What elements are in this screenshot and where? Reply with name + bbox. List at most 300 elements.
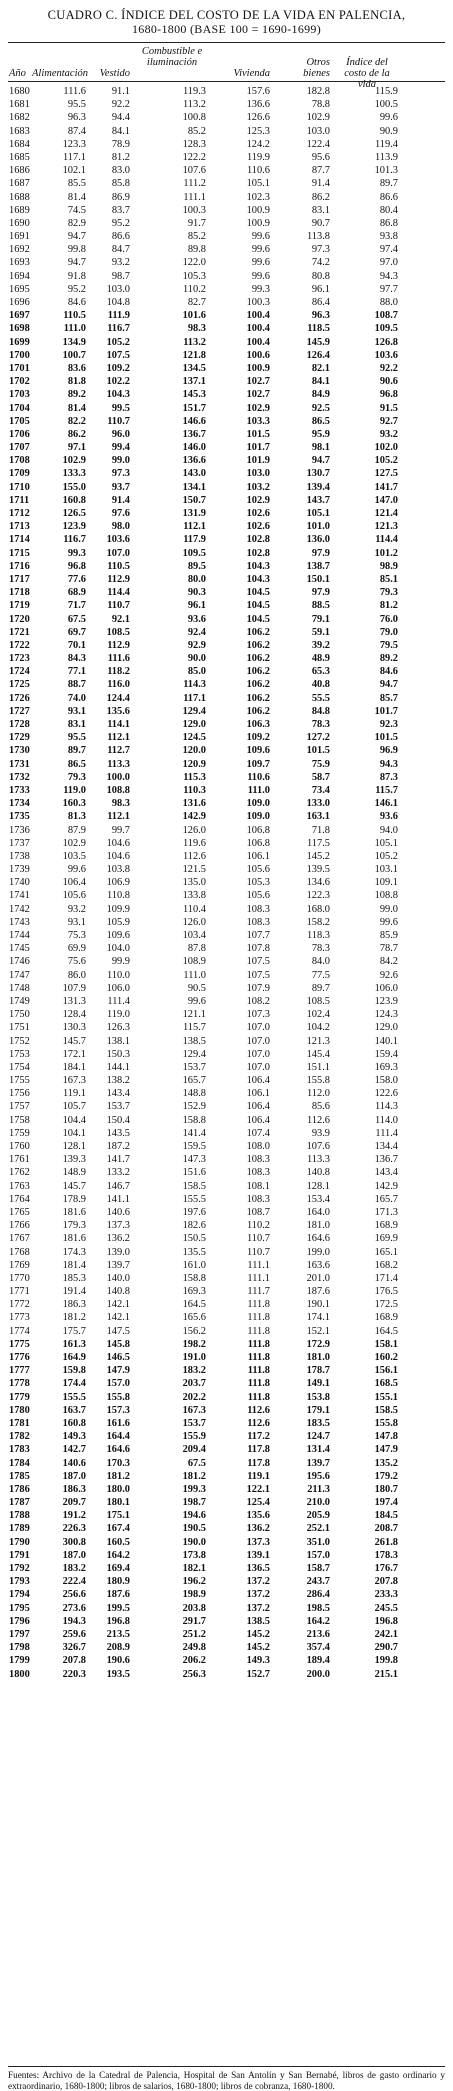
cell-anio: 1703 <box>9 389 30 401</box>
cell-combustible: 90.3 <box>187 587 206 599</box>
cell-vestido: 181.2 <box>106 1470 130 1482</box>
cell-combustible: 137.1 <box>182 376 206 388</box>
cell-vestido: 92.2 <box>111 99 130 111</box>
cell-anio: 1786 <box>9 1483 30 1495</box>
cell-indice: 76.0 <box>379 613 398 625</box>
cell-combustible: 143.0 <box>182 468 206 480</box>
cell-indice: 176.7 <box>374 1563 398 1574</box>
cell-indice: 101.7 <box>374 705 398 717</box>
cell-indice: 176.5 <box>374 1286 398 1298</box>
table-row <box>0 428 453 441</box>
cell-vestido: 112.1 <box>107 811 130 823</box>
cell-alimentacion: 77.1 <box>67 666 86 678</box>
cell-combustible: 203.8 <box>182 1602 206 1614</box>
cell-vestido: 83.0 <box>111 165 130 177</box>
cell-combustible: 133.8 <box>182 890 206 902</box>
cell-combustible: 100.8 <box>182 112 206 124</box>
cell-indice: 158.5 <box>374 1404 398 1416</box>
table-row <box>0 1232 453 1245</box>
table-row <box>0 1338 453 1351</box>
header-anio: Año <box>9 68 26 79</box>
cell-anio: 1733 <box>9 784 30 796</box>
cell-vestido: 144.1 <box>106 1061 130 1073</box>
cell-otros: 80.8 <box>311 270 330 282</box>
cell-alimentacion: 155.0 <box>62 481 86 493</box>
table-row <box>0 863 453 876</box>
cell-alimentacion: 104.1 <box>62 1127 86 1139</box>
cell-otros: 75.9 <box>311 758 330 770</box>
cell-otros: 139.5 <box>306 864 330 876</box>
cell-alimentacion: 75.6 <box>67 956 86 968</box>
cell-anio: 1721 <box>9 626 30 638</box>
cell-otros: 86.4 <box>311 297 330 308</box>
cell-combustible: 158.5 <box>182 1180 206 1192</box>
cell-combustible: 120.0 <box>182 745 206 757</box>
cell-vestido: 141.7 <box>106 1154 130 1166</box>
table-row <box>0 1153 453 1166</box>
cell-vestido: 103.8 <box>106 864 130 876</box>
cell-indice: 168.5 <box>374 1378 398 1390</box>
cell-anio: 1731 <box>9 758 30 770</box>
cell-vivienda: 102.7 <box>246 376 270 388</box>
table-row <box>0 797 453 810</box>
cell-vivienda: 110.6 <box>247 771 270 783</box>
cell-vestido: 187.6 <box>106 1589 130 1601</box>
cell-indice: 97.7 <box>379 283 398 295</box>
cell-combustible: 136.6 <box>182 455 206 467</box>
cell-otros: 183.5 <box>306 1417 330 1429</box>
cell-combustible: 190.0 <box>182 1536 206 1548</box>
cell-vivienda: 110.2 <box>247 1220 270 1232</box>
cell-combustible: 110.3 <box>183 784 206 796</box>
cell-otros: 155.8 <box>306 1075 330 1087</box>
cell-indice: 113.9 <box>375 151 398 163</box>
table-row <box>0 969 453 982</box>
cell-vivienda: 105.3 <box>246 877 270 889</box>
table-row <box>0 138 453 151</box>
cell-otros: 130.7 <box>306 468 330 480</box>
cell-vestido: 114.4 <box>107 587 130 599</box>
table-row <box>0 1536 453 1549</box>
cell-vivienda: 109.0 <box>246 798 270 810</box>
cell-vivienda: 111.1 <box>247 1259 270 1271</box>
cell-anio: 1766 <box>9 1220 30 1232</box>
cell-otros: 101.0 <box>306 521 330 533</box>
cell-vivienda: 104.5 <box>246 613 270 625</box>
table-row <box>0 692 453 705</box>
cell-indice: 87.3 <box>379 771 398 783</box>
cell-alimentacion: 86.0 <box>67 969 86 981</box>
cell-indice: 81.2 <box>379 600 398 612</box>
cell-vivienda: 136.6 <box>246 99 270 111</box>
cell-otros: 55.5 <box>311 692 330 704</box>
cell-vestido: 108.5 <box>106 626 130 638</box>
table-row <box>0 1549 453 1562</box>
table-row <box>0 586 453 599</box>
cell-vestido: 208.9 <box>106 1642 130 1654</box>
cell-vivienda: 102.6 <box>246 508 270 519</box>
cell-anio: 1695 <box>9 283 30 295</box>
cell-vivienda: 100.9 <box>246 204 270 216</box>
cell-alimentacion: 93.1 <box>67 916 86 928</box>
cell-otros: 126.4 <box>306 349 330 361</box>
table-row <box>0 1021 453 1034</box>
cell-indice: 114.4 <box>375 534 398 546</box>
cell-vivienda: 111.8 <box>247 1299 270 1311</box>
cell-vivienda: 106.3 <box>246 719 270 730</box>
cell-anio: 1744 <box>9 930 30 941</box>
cell-otros: 211.3 <box>307 1483 330 1495</box>
cell-anio: 1767 <box>9 1233 30 1245</box>
cell-otros: 145.4 <box>306 1048 330 1060</box>
cell-vivienda: 106.2 <box>246 679 270 691</box>
cell-alimentacion: 95.5 <box>67 99 86 111</box>
cell-anio: 1694 <box>9 270 30 282</box>
cell-vestido: 104.3 <box>106 389 130 401</box>
cell-vestido: 187.2 <box>106 1141 130 1152</box>
cell-vivienda: 122.1 <box>246 1483 270 1495</box>
cell-combustible: 256.3 <box>182 1668 206 1680</box>
cell-vestido: 157.0 <box>106 1378 130 1390</box>
table-row <box>0 283 453 296</box>
cell-indice: 261.8 <box>374 1536 398 1548</box>
cell-anio: 1794 <box>9 1589 30 1601</box>
cell-vestido: 157.3 <box>106 1404 130 1416</box>
cell-vestido: 104.0 <box>106 943 130 955</box>
table-row <box>0 454 453 467</box>
cell-combustible: 114.3 <box>183 679 206 691</box>
cell-vivienda: 149.3 <box>246 1655 270 1667</box>
cell-vestido: 98.7 <box>111 270 130 282</box>
cell-vivienda: 106.1 <box>246 850 270 862</box>
table-row <box>0 1628 453 1641</box>
cell-otros: 168.0 <box>306 903 330 915</box>
cell-otros: 84.9 <box>311 389 330 401</box>
cell-indice: 141.7 <box>374 481 398 493</box>
cell-anio: 1775 <box>9 1338 30 1350</box>
cell-indice: 160.2 <box>374 1352 398 1363</box>
table-row <box>0 955 453 968</box>
cell-anio: 1760 <box>9 1141 30 1152</box>
cell-alimentacion: 84.6 <box>67 297 86 308</box>
cell-vestido: 140.6 <box>106 1206 130 1218</box>
cell-combustible: 150.5 <box>182 1233 206 1245</box>
table-row <box>0 705 453 718</box>
cell-anio: 1771 <box>9 1286 30 1298</box>
cell-alimentacion: 94.7 <box>67 231 86 243</box>
cell-combustible: 101.6 <box>182 310 206 322</box>
cell-indice: 136.7 <box>374 1154 398 1166</box>
cell-indice: 208.7 <box>374 1523 398 1535</box>
cell-combustible: 85.2 <box>187 125 206 137</box>
cell-indice: 101.3 <box>374 165 398 177</box>
table-row <box>0 1074 453 1087</box>
cell-anio: 1727 <box>9 705 30 717</box>
cell-indice: 101.5 <box>374 732 398 744</box>
cell-combustible: 107.6 <box>182 165 206 177</box>
cell-otros: 189.4 <box>306 1655 330 1667</box>
cell-anio: 1734 <box>9 798 30 810</box>
cell-combustible: 199.3 <box>182 1483 206 1495</box>
cell-indice: 147.0 <box>374 494 398 506</box>
cell-alimentacion: 83.6 <box>67 362 86 374</box>
cell-indice: 135.2 <box>374 1457 398 1469</box>
cell-otros: 152.1 <box>306 1325 330 1337</box>
cell-alimentacion: 93.2 <box>67 903 86 915</box>
cell-indice: 105.2 <box>374 850 398 862</box>
cell-anio: 1800 <box>9 1668 30 1680</box>
cell-combustible: 115.7 <box>183 1022 206 1034</box>
cell-alimentacion: 145.7 <box>62 1035 86 1047</box>
cell-indice: 106.0 <box>374 982 398 994</box>
cell-alimentacion: 191.2 <box>62 1510 86 1522</box>
cell-indice: 109.5 <box>374 323 398 335</box>
cell-otros: 143.7 <box>306 494 330 506</box>
table-row <box>0 204 453 217</box>
cell-alimentacion: 160.3 <box>62 798 86 810</box>
cell-combustible: 182.6 <box>182 1220 206 1232</box>
cell-vivienda: 119.9 <box>247 151 270 163</box>
cell-alimentacion: 96.3 <box>67 112 86 124</box>
cell-anio: 1686 <box>9 165 30 177</box>
cell-vestido: 167.4 <box>106 1523 130 1535</box>
cell-anio: 1756 <box>9 1088 30 1100</box>
cell-alimentacion: 103.5 <box>62 850 86 862</box>
cell-alimentacion: 89.2 <box>67 389 86 401</box>
cell-alimentacion: 140.6 <box>62 1457 86 1469</box>
cell-anio: 1680 <box>9 86 30 97</box>
cell-anio: 1712 <box>9 508 30 519</box>
cell-otros: 243.7 <box>306 1576 330 1588</box>
cell-vivienda: 100.9 <box>246 362 270 374</box>
table-row <box>0 98 453 111</box>
cell-indice: 199.8 <box>374 1655 398 1667</box>
cell-indice: 172.5 <box>374 1299 398 1311</box>
cell-vivienda: 106.2 <box>246 666 270 678</box>
cell-otros: 351.0 <box>306 1536 330 1548</box>
cell-indice: 92.6 <box>379 969 398 981</box>
cell-vestido: 84.7 <box>111 244 130 256</box>
cell-vivienda: 106.1 <box>246 1088 270 1100</box>
cell-anio: 1698 <box>9 323 30 335</box>
table-row <box>0 362 453 375</box>
cell-vestido: 109.9 <box>106 903 130 915</box>
cell-otros: 157.0 <box>306 1549 330 1561</box>
cell-anio: 1710 <box>9 481 30 493</box>
cell-otros: 179.1 <box>306 1404 330 1416</box>
cell-otros: 103.0 <box>306 125 330 137</box>
cell-anio: 1689 <box>9 204 30 216</box>
cell-otros: 88.5 <box>311 600 330 612</box>
table-row <box>0 758 453 771</box>
cell-combustible: 191.0 <box>182 1352 206 1363</box>
cell-vestido: 93.7 <box>111 481 130 493</box>
cell-vestido: 140.0 <box>106 1272 130 1284</box>
table-row <box>0 547 453 560</box>
cell-indice: 79.0 <box>379 626 398 638</box>
cell-vestido: 139.0 <box>106 1246 130 1258</box>
cell-vestido: 94.4 <box>111 112 130 124</box>
cell-vestido: 110.8 <box>107 890 130 902</box>
table-row <box>0 1496 453 1509</box>
cell-otros: 199.0 <box>306 1246 330 1258</box>
cell-otros: 145.2 <box>306 850 330 862</box>
cell-indice: 89.7 <box>379 178 398 190</box>
cell-otros: 139.4 <box>306 481 330 493</box>
cell-anio: 1763 <box>9 1180 30 1192</box>
cell-combustible: 92.9 <box>187 639 206 651</box>
cell-otros: 85.6 <box>311 1101 330 1113</box>
cell-alimentacion: 99.8 <box>67 244 86 256</box>
cell-vivienda: 105.6 <box>246 890 270 902</box>
cell-anio: 1780 <box>9 1404 30 1416</box>
cell-otros: 122.3 <box>306 890 330 902</box>
cell-vivienda: 110.6 <box>247 165 270 177</box>
cell-indice: 84.2 <box>379 956 398 968</box>
cell-vivienda: 99.6 <box>251 270 270 282</box>
cell-otros: 97.3 <box>311 244 330 256</box>
cell-combustible: 122.0 <box>182 257 206 269</box>
cell-anio: 1705 <box>9 415 30 427</box>
cell-alimentacion: 126.5 <box>62 508 86 519</box>
cell-anio: 1787 <box>9 1497 30 1509</box>
cell-anio: 1718 <box>9 587 30 599</box>
cell-combustible: 111.2 <box>183 178 206 190</box>
cell-indice: 158.0 <box>374 1075 398 1087</box>
cell-anio: 1706 <box>9 428 30 440</box>
bottom-rule <box>8 2066 445 2067</box>
cell-combustible: 85.2 <box>187 231 206 243</box>
cell-indice: 147.8 <box>374 1431 398 1443</box>
cell-anio: 1738 <box>9 850 30 862</box>
cell-combustible: 148.8 <box>182 1088 206 1100</box>
table-row <box>0 322 453 335</box>
cell-vestido: 104.8 <box>106 297 130 308</box>
cell-alimentacion: 226.3 <box>62 1523 86 1535</box>
cell-indice: 100.5 <box>374 99 398 111</box>
cell-anio: 1768 <box>9 1246 30 1258</box>
cell-combustible: 99.6 <box>187 995 206 1007</box>
cell-vivienda: 107.7 <box>246 930 270 941</box>
cell-vestido: 97.6 <box>111 508 130 519</box>
cell-otros: 91.4 <box>311 178 330 190</box>
cell-indice: 92.2 <box>379 362 398 374</box>
cell-otros: 139.7 <box>306 1457 330 1469</box>
cell-alimentacion: 83.1 <box>67 719 86 730</box>
cell-anio: 1691 <box>9 231 30 243</box>
cell-alimentacion: 256.6 <box>62 1589 86 1601</box>
cell-combustible: 197.6 <box>182 1206 206 1218</box>
cell-vivienda: 108.3 <box>246 903 270 915</box>
cell-alimentacion: 183.2 <box>62 1563 86 1574</box>
cell-indice: 94.3 <box>379 270 398 282</box>
cell-indice: 147.9 <box>374 1444 398 1456</box>
cell-indice: 111.4 <box>375 1127 398 1139</box>
cell-anio: 1688 <box>9 191 30 203</box>
cell-combustible: 135.5 <box>182 1246 206 1258</box>
cell-vivienda: 125.4 <box>246 1497 270 1509</box>
cell-anio: 1776 <box>9 1352 30 1363</box>
table-row <box>0 1219 453 1232</box>
cell-vestido: 150.3 <box>106 1048 130 1060</box>
cell-combustible: 121.8 <box>182 349 206 361</box>
cell-otros: 82.1 <box>311 362 330 374</box>
cell-indice: 103.1 <box>374 864 398 876</box>
table-row <box>0 1127 453 1140</box>
cell-combustible: 67.5 <box>187 1457 206 1469</box>
cell-combustible: 138.5 <box>182 1035 206 1047</box>
cell-indice: 114.0 <box>375 1114 398 1126</box>
cell-alimentacion: 259.6 <box>62 1628 86 1640</box>
cell-otros: 133.0 <box>306 798 330 810</box>
cell-vivienda: 99.6 <box>251 257 270 269</box>
cell-combustible: 96.1 <box>187 600 206 612</box>
cell-indice: 115.9 <box>375 86 398 97</box>
cell-vivienda: 109.0 <box>246 811 270 823</box>
cell-anio: 1735 <box>9 811 30 823</box>
table-row <box>0 520 453 533</box>
cell-alimentacion: 74.5 <box>67 204 86 216</box>
cell-vestido: 91.1 <box>111 86 130 97</box>
cell-vivienda: 138.5 <box>246 1615 270 1627</box>
table-row <box>0 1404 453 1417</box>
table-row <box>0 1417 453 1430</box>
cell-indice: 146.1 <box>374 798 398 810</box>
cell-alimentacion: 222.4 <box>62 1576 86 1588</box>
cell-indice: 158.1 <box>374 1338 398 1350</box>
cell-alimentacion: 187.0 <box>62 1549 86 1561</box>
cell-anio: 1777 <box>9 1365 30 1377</box>
cell-combustible: 109.5 <box>182 547 206 559</box>
cell-vivienda: 107.8 <box>246 943 270 955</box>
cell-otros: 87.7 <box>311 165 330 177</box>
cell-vestido: 140.8 <box>106 1286 130 1298</box>
cell-indice: 84.6 <box>379 666 398 678</box>
cell-vestido: 98.3 <box>111 798 130 810</box>
cell-anio: 1792 <box>9 1563 30 1574</box>
cell-otros: 131.4 <box>306 1444 330 1456</box>
cell-anio: 1726 <box>9 692 30 704</box>
cell-combustible: 115.3 <box>183 771 206 783</box>
cell-indice: 169.3 <box>374 1061 398 1073</box>
cell-indice: 142.9 <box>374 1180 398 1192</box>
table-row <box>0 1325 453 1338</box>
cell-otros: 96.1 <box>311 283 330 295</box>
cell-combustible: 198.2 <box>182 1338 206 1350</box>
table-title <box>0 8 453 36</box>
cell-anio: 1770 <box>9 1272 30 1284</box>
cell-alimentacion: 186.3 <box>62 1483 86 1495</box>
cell-vestido: 111.6 <box>107 653 130 665</box>
table-row <box>0 1443 453 1456</box>
cell-vestido: 86.6 <box>111 231 130 243</box>
table-row <box>0 1654 453 1667</box>
cell-vestido: 111.4 <box>107 995 130 1007</box>
cell-vivienda: 105.6 <box>246 864 270 876</box>
cell-alimentacion: 106.4 <box>62 877 86 889</box>
table-row <box>0 336 453 349</box>
cell-anio: 1711 <box>9 494 30 506</box>
cell-vestido: 85.8 <box>111 178 130 190</box>
table-row <box>0 1272 453 1285</box>
cell-otros: 96.3 <box>311 310 330 322</box>
cell-otros: 89.7 <box>311 982 330 994</box>
cell-combustible: 161.0 <box>182 1259 206 1271</box>
cell-anio: 1791 <box>9 1549 30 1561</box>
cell-combustible: 155.5 <box>182 1193 206 1205</box>
table-row <box>0 164 453 177</box>
cell-combustible: 173.8 <box>182 1549 206 1561</box>
